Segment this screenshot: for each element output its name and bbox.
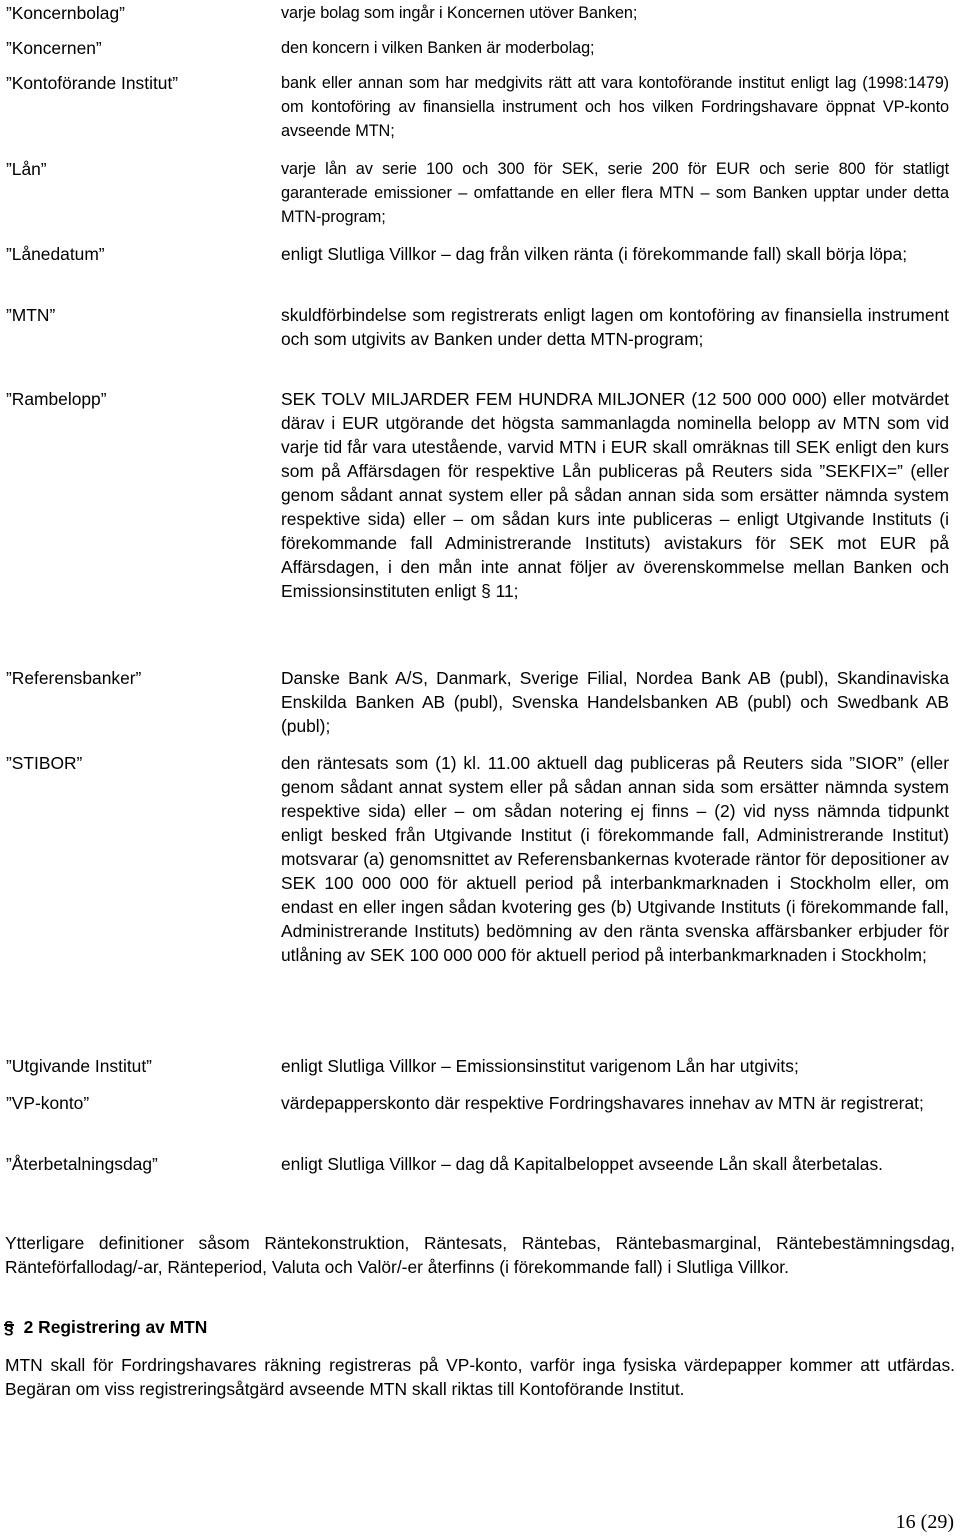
section-symbol: § [4,1317,14,1337]
definition-text: varje bolag som ingår i Koncernen utöver Banken; [281,4,638,22]
definition-term: ”STIBOR” [6,753,83,773]
definition-text: Danske Bank A/S, Danmark, Sverige Filial, Nordea Bank AB (publ), Skandinaviska Enskilda Banken AB (publ), Svenska Handelsbanken AB (publ) och Swedbank AB (publ); [281,668,949,736]
section-heading [4,1315,207,1339]
definition-term: ”Kontoförande Institut” [6,73,179,93]
definition-term: ”Koncernen” [6,38,102,58]
definition-term: ”Utgivande Institut” [6,1056,152,1076]
section-heading-text: 2 Registrering av MTN [23,1317,208,1337]
definition-text: den koncern i vilken Banken är moderbolag; [281,39,595,57]
definition-text: enligt Slutliga Villkor – dag från vilken ränta (i förekommande fall) skall börja löpa; [281,244,908,264]
definition-term: ”VP-konto” [6,1093,90,1113]
definition-text: bank eller annan som har medgivits rätt att vara kontoförande institut enligt lag (1998:1479) om kontoföring av finansiella instrument och hos vilken Fordringshavare öppnat VP-konto avseende MTN; [281,74,949,140]
definition-term: ”Rambelopp” [6,389,107,409]
definition-text: värdepapperskonto där respektive Fordringshavares innehav av MTN är registrerat; [281,1093,924,1113]
definition-text: enligt Slutliga Villkor – dag då Kapitalbeloppet avseende Lån skall återbetalas. [281,1154,883,1174]
definition-term: ”Lån” [6,159,47,179]
definition-text: SEK TOLV MILJARDER FEM HUNDRA MILJONER (12 500 000 000) eller motvärdet därav i EUR utgörande det högsta sammanlagda nominella belopp av MTN som vid varje tid får vara utestående, varvid MTN i EUR skall omräknas till SEK enligt den kurs som på Affärsdagen för respektive Lån publiceras på Reuters sida ”SEKFIX=” (eller genom sådant annat system eller på sådan annan sida som ersätter nämnda system respektive sida) eller – om sådan kurs inte publiceras – enligt Utgivande Instituts (i förekommande fall Administrerande Instituts) avistakurs för SEK mot EUR på Affärsdagen, i den mån inte annat följer av överenskommelse mellan Banken och Emissionsinstituten enligt § 11; [281,389,949,601]
definition-term: ”Referensbanker” [6,668,142,688]
definition-text: skuldförbindelse som registrerats enligt lagen om kontoföring av finansiella instrument och som utgivits av Banken under detta MTN-program; [281,305,949,349]
additional-definitions-paragraph: Ytterligare definitioner såsom Räntekonstruktion, Räntesats, Räntebas, Räntebasmarginal, Räntebestämningsdag, Ränteförfallodag/-ar, Ränteperiod, Valuta och Valör/-er återfinns (i förekommande fall) i Slutliga Villkor. [5,1233,955,1277]
definition-term: ”Koncernbolag” [6,3,125,23]
definition-text: den räntesats som (1) kl. 11.00 aktuell dag publiceras på Reuters sida ”SIOR” (eller genom sådant annat system eller på sådan annan sida som ersätter nämnda system respektive sida) eller – om sådan notering ej finns – (2) vid nyss nämnda tidpunkt enligt besked från Utgivande Institut (i förekommande fall, Administrerande Institut) motsvarar (a) genomsnittet av Referensbankernas kvoterade räntor för depositioner av SEK 100 000 000 för aktuell period på interbankmarknaden i Stockholm eller, om endast en eller ingen sådan kvotering ges (b) Utgivande Instituts (i förekommande fall, Administrerande Instituts) bedömning av den ränta svenska affärsbanker erbjuder för utlåning av SEK 100 000 000 för aktuell period på interbankmarknaden i Stockholm; [281,753,949,965]
definition-term: ”Lånedatum” [6,244,105,264]
definition-term: ”Återbetalningsdag” [6,1154,158,1174]
section-body: MTN skall för Fordringshavares räkning registreras på VP-konto, varför inga fysiska värdepapper kommer att utfärdas. Begäran om viss registreringsåtgärd avseende MTN skall riktas till Kontoförande Institut. [5,1355,955,1399]
definition-text: varje lån av serie 100 och 300 för SEK, serie 200 för EUR och serie 800 för statligt garanterade emissioner – omfattande en eller flera MTN – som Banken upptar under detta MTN-program; [281,160,949,226]
page-number: 16 (29) [895,1511,954,1533]
definition-text: enligt Slutliga Villkor – Emissionsinstitut varigenom Lån har utgivits; [281,1056,799,1076]
definition-term: ”MTN” [6,305,56,325]
